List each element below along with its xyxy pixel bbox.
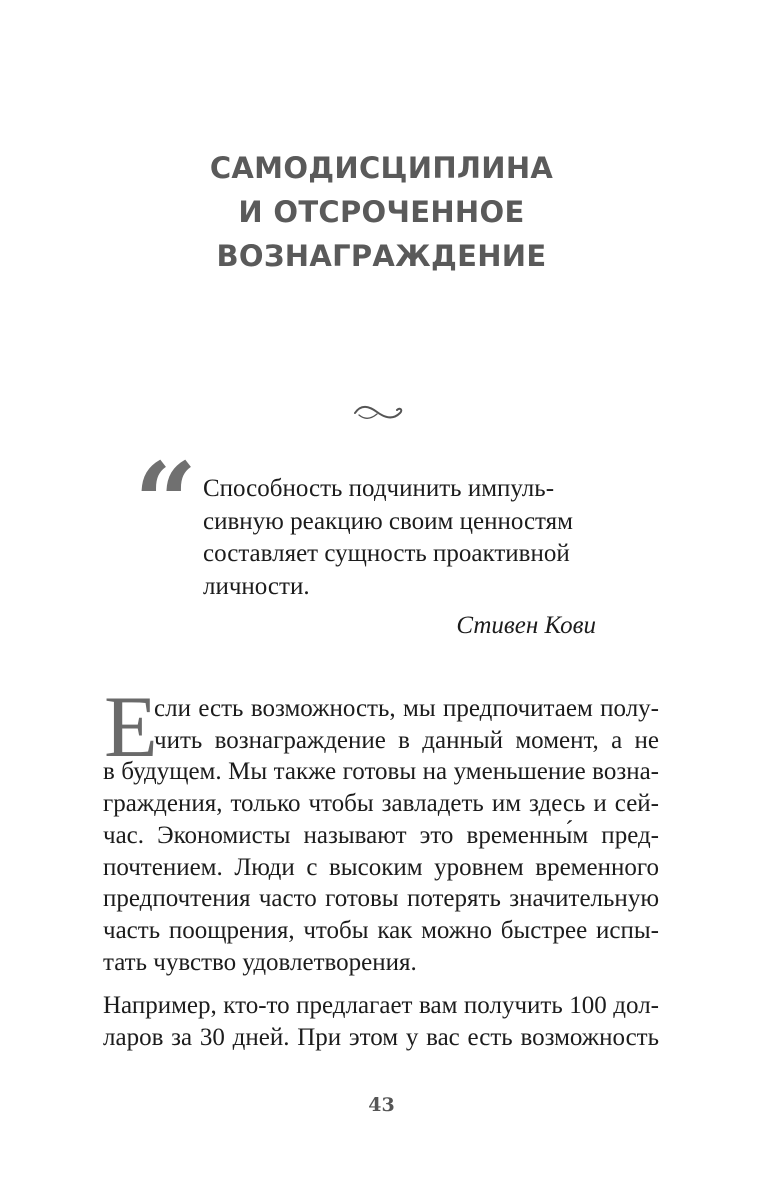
- text-line: часть поощрения, чтобы как можно быстрее испы-: [103, 916, 659, 944]
- epigraph-line: личности.: [203, 572, 310, 600]
- epigraph-line: сивную реакцию своим ценностям: [203, 507, 573, 535]
- text-line: ларов за 30 дней. При этом у вас есть возможность: [103, 1023, 659, 1051]
- text-line: час. Экономисты называют это временны́м пред-: [103, 821, 659, 849]
- quote-mark-icon: “: [134, 438, 198, 567]
- chapter-title-line: ВОЗНАГРАЖДЕНИЕ: [216, 239, 547, 273]
- epigraph-author: Стивен Кови: [456, 612, 596, 639]
- text-line: почтением. Люди с высоким уровнем временного: [103, 853, 659, 881]
- text-line: Например, кто-то предлагает вам получить 100 дол-: [103, 992, 659, 1019]
- body-paragraph-1: [103, 693, 659, 978]
- text-line: тать чувство удовлетворения.: [103, 948, 417, 976]
- chapter-title: [0, 146, 763, 278]
- chapter-title-line: САМОДИСЦИПЛИНА: [209, 151, 554, 185]
- drop-cap: Е: [104, 679, 158, 776]
- body-paragraph-2: [103, 990, 659, 1053]
- epigraph-line: составляет сущность проактивной: [203, 540, 570, 567]
- swash-divider-icon: [353, 401, 407, 425]
- epigraph-line: Способность подчинить импуль-: [203, 475, 555, 502]
- epigraph-text: [203, 473, 623, 603]
- text-line: предпочтения часто готовы потерять значительную: [103, 885, 659, 913]
- text-line: чить вознаграждение в данный момент, а не: [154, 726, 659, 754]
- page-number: 43: [368, 1094, 395, 1116]
- chapter-title-line: И ОТСРОЧЕННОЕ: [238, 195, 525, 229]
- text-line: в будущем. Мы также готовы на уменьшение возна-: [103, 758, 659, 786]
- text-line: сли есть возможность, мы предпочитаем полу-: [154, 695, 659, 722]
- text-line: граждения, только чтобы завладеть им здесь и сей-: [103, 790, 659, 818]
